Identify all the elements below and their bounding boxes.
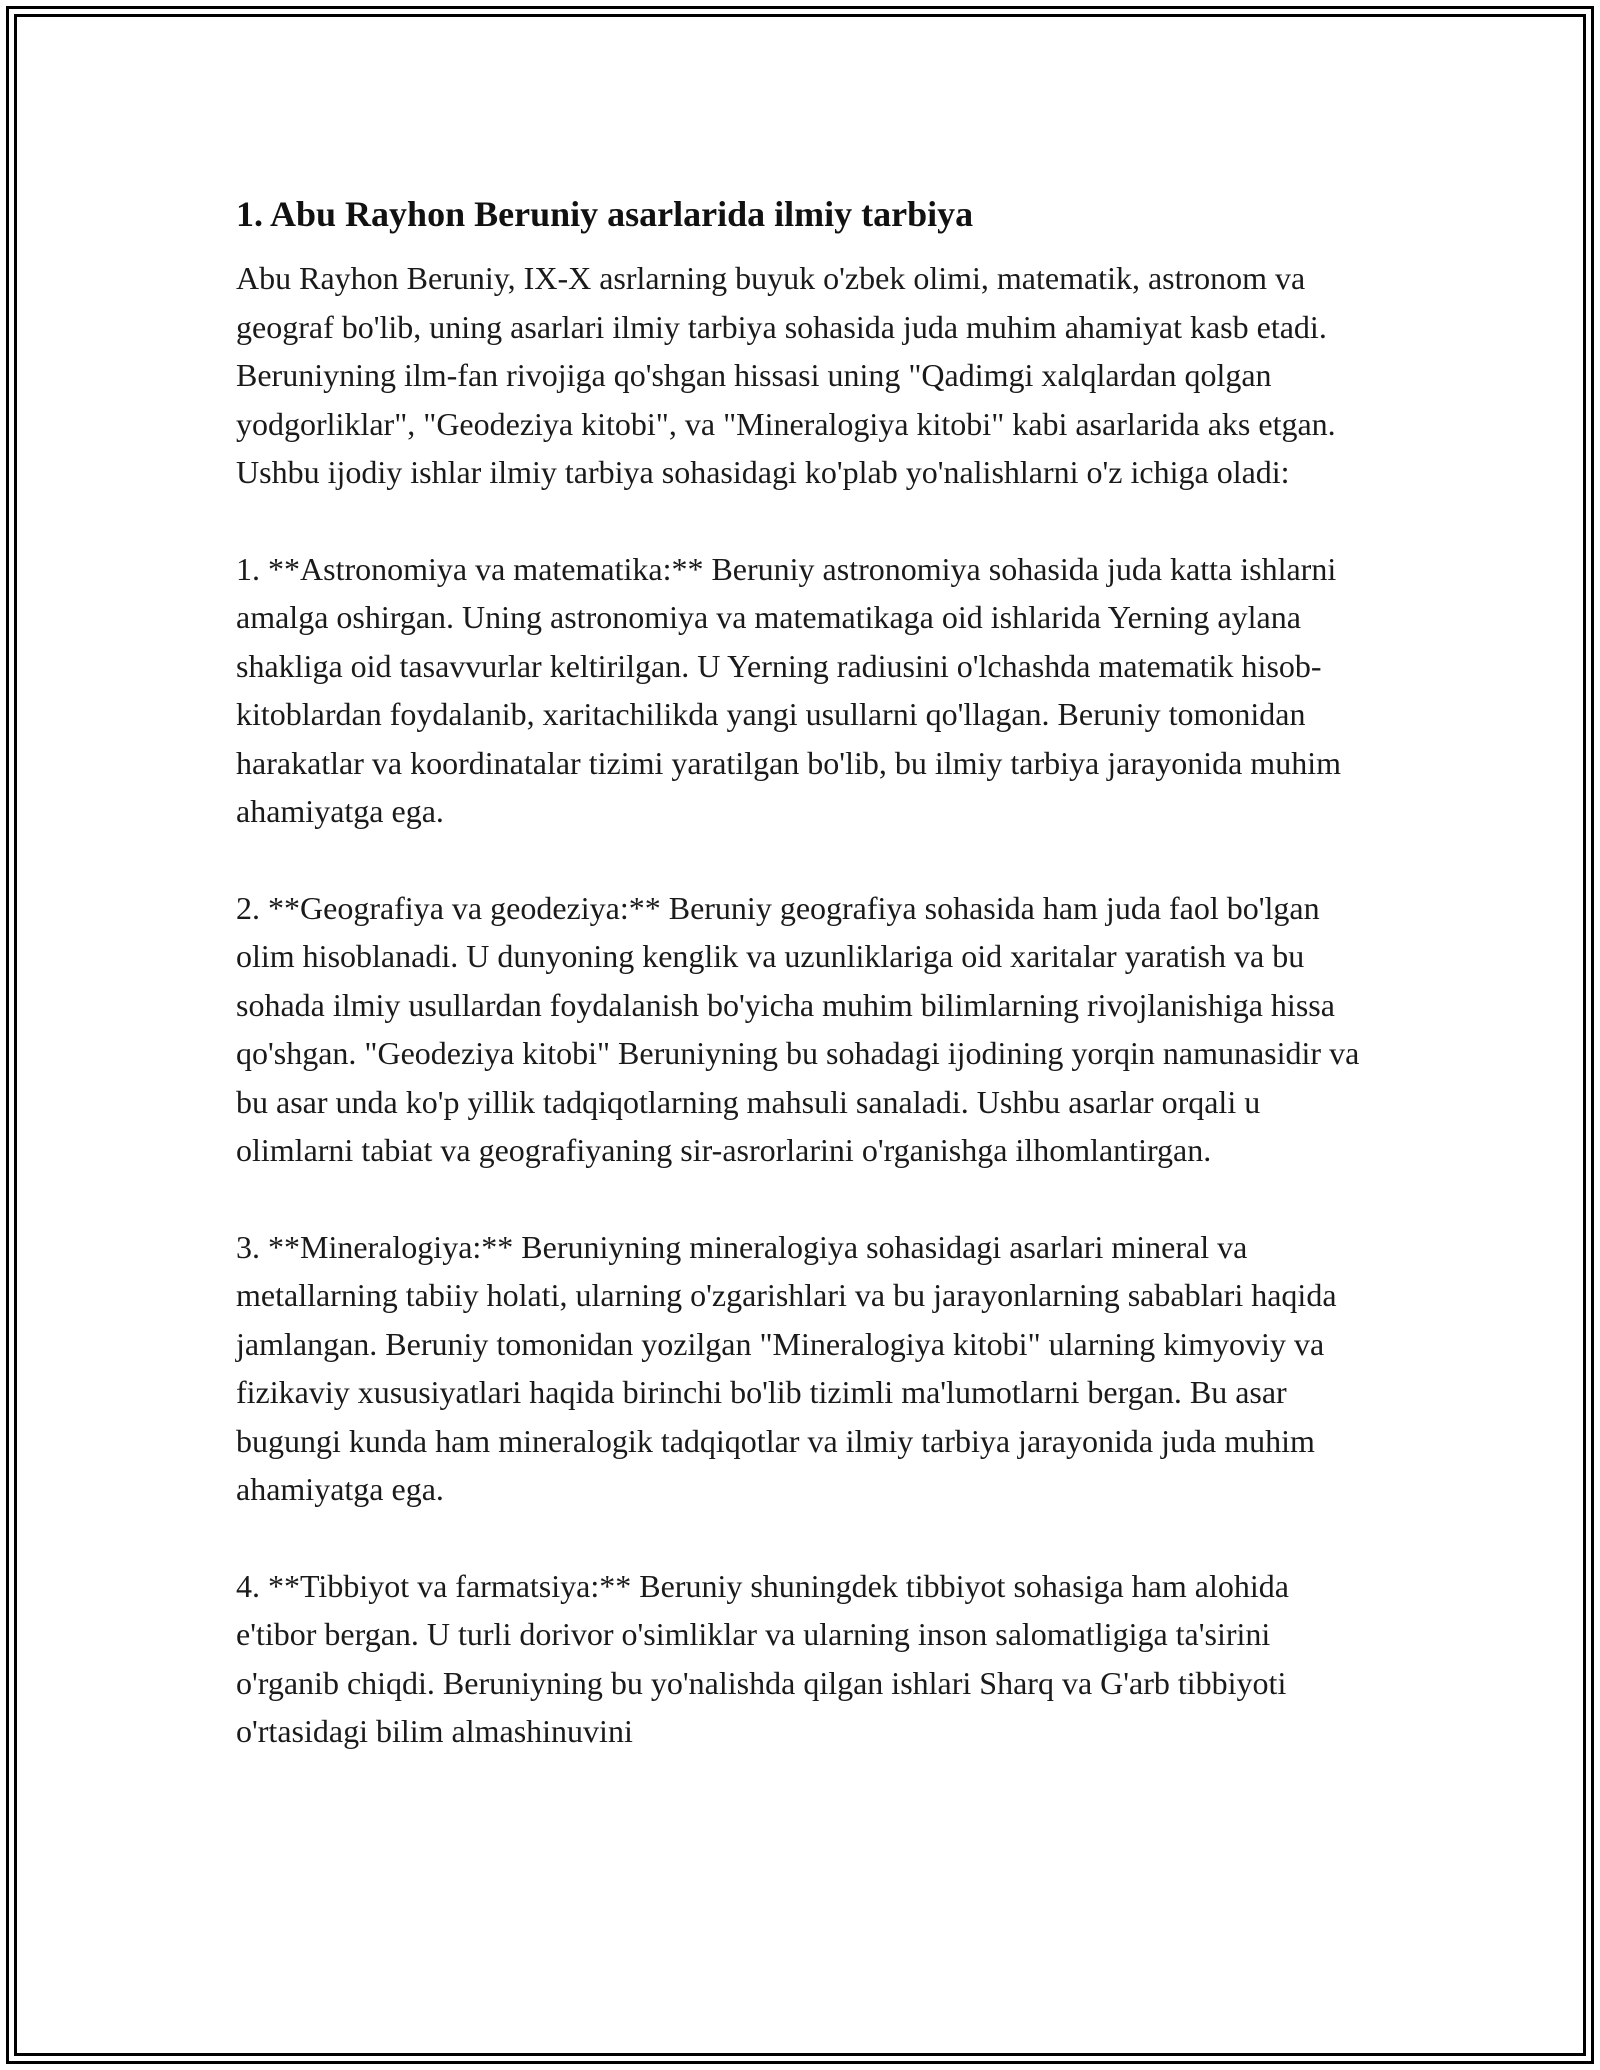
paragraph-astronomy: 1. **Astronomiya va matematika:** Beruniy astronomiya sohasida juda katta ishlarni amalga oshirgan. Uning astronomiya va matematikaga oid ishlarida Yerning aylana shakliga oid tasavvurlar keltirilgan. U Yerning radiusini o'lchashda matematik hisob-kitoblardan foydalanib, xaritachilikda yangi usullarni qo'llagan. Beruniy tomonidan harakatlar va koordinatalar tizimi yaratilgan bo'lib, bu ilmiy tarbiya jarayonida muhim ahamiyatga ega.	[236, 550, 1341, 829]
paragraph-medicine: 4. **Tibbiyot va farmatsiya:** Beruniy shuningdek tibbiyot sohasiga ham alohida e'tibor bergan. U turli dorivor o'simliklar va ularning inson salomatligiga ta'sirini o'rganib chiqdi. Beruniyning bu yo'nalishda qilgan ishlari Sharq va G'arb tibbiyoti o'rtasidagi bilim almashinuvini	[236, 1567, 1289, 1749]
paragraph-mineralogy: 3. **Mineralogiya:** Beruniyning mineralogiya sohasidagi asarlari mineral va metallarning tabiiy holati, ularning o'zgarishlari va bu jarayonlarning sabablari haqida jamlangan. Beruniy tomonidan yozilgan "Mineralogiya kitobi" ularning kimyoviy va fizikaviy xususiyatlari haqida birinchi bo'lib tizimli ma'lumotlarni bergan. Bu asar bugungi kunda ham mineralogik tadqiqotlar va ilmiy tarbiya jarayonida juda muhim ahamiyatga ega.	[236, 1228, 1337, 1507]
document-page	[236, 184, 1376, 1804]
section-heading: 1. Abu Rayhon Beruniy asarlarida ilmiy tarbiya	[236, 194, 974, 234]
paragraph-geography: 2. **Geografiya va geodeziya:** Beruniy geografiya sohasida ham juda faol bo'lgan olim hisoblanadi. U dunyoning kenglik va uzunliklariga oid xaritalar yaratish va bu sohada ilmiy usullardan foydalanish bo'yicha muhim bilimlarning rivojlanishiga hissa qo'shgan. "Geodeziya kitobi" Beruniyning bu sohadagi ijodining yorqin namunasidir va bu asar unda ko'p yillik tadqiqotlarning mahsuli sanaladi. Ushbu asarlar orqali u olimlarni tabiat va geografiyaning sir-asrorlarini o'rganishga ilhomlantirgan.	[236, 889, 1360, 1168]
intro-paragraph: Abu Rayhon Beruniy, IX-X asrlarning buyuk o'zbek olimi, matematik, astronom va geograf bo'lib, uning asarlari ilmiy tarbiya sohasida juda muhim ahamiyat kasb etadi. Beruniyning ilm-fan rivojiga qo'shgan hissasi uning "Qadimgi xalqlardan qolgan yodgorliklar", "Geodeziya kitobi", va "Mineralogiya kitobi" kabi asarlarida aks etgan. Ushbu ijodiy ishlar ilmiy tarbiya sohasidagi ko'plab yo'nalishlarni o'z ichiga oladi:	[236, 260, 1336, 490]
